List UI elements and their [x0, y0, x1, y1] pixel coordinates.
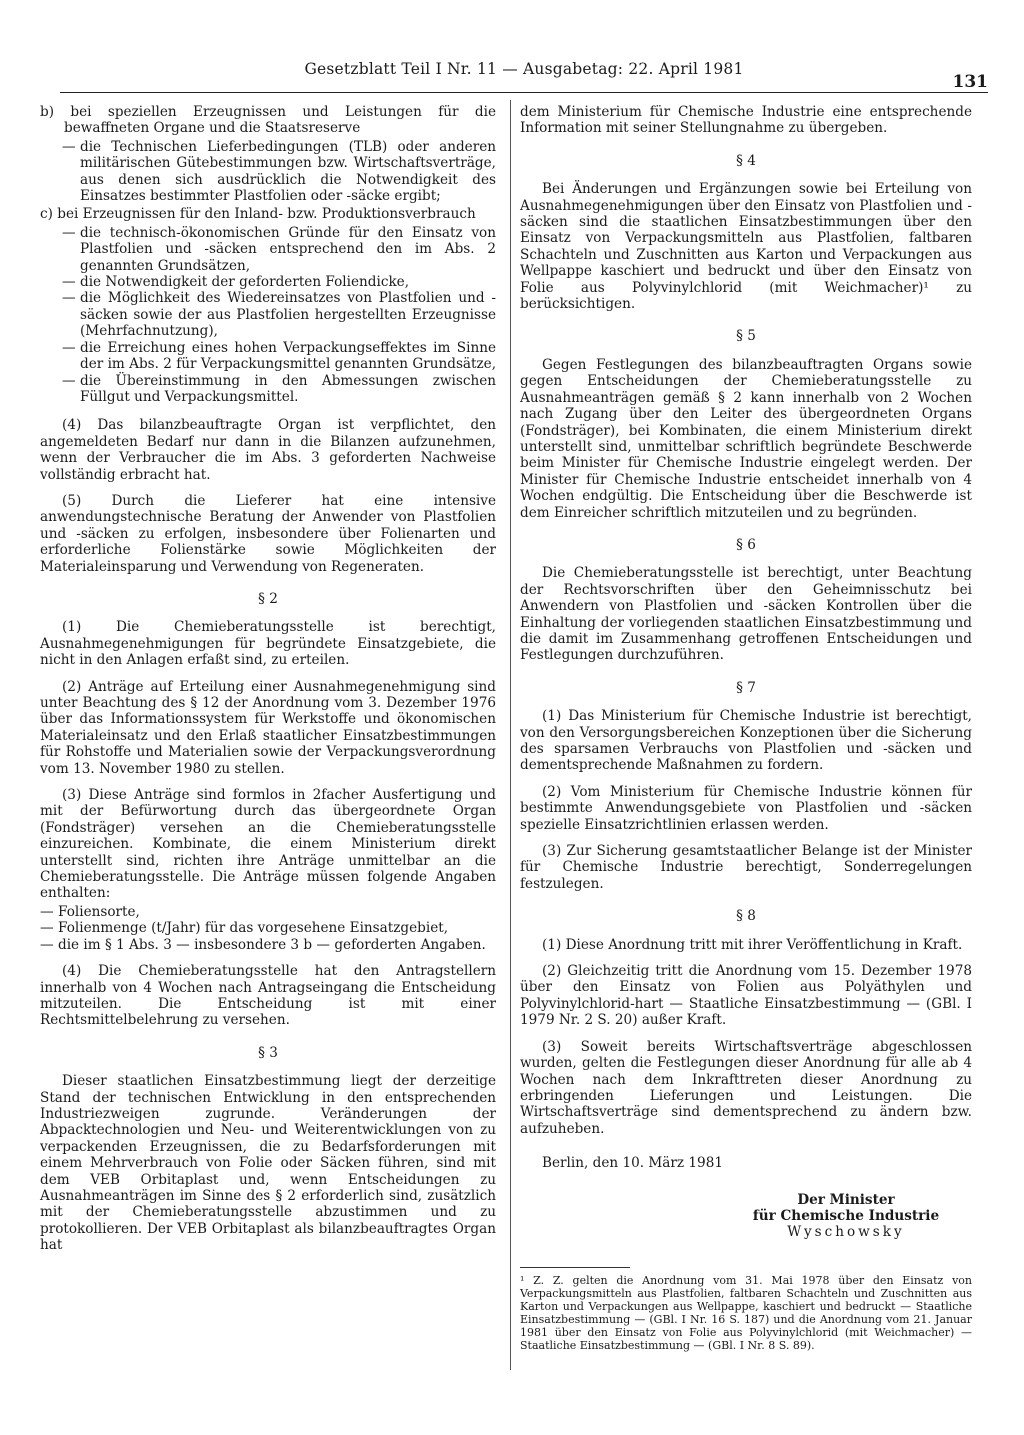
item-c-list	[40, 225, 496, 405]
section-6-paragraph-1: Die Chemieberatungsstelle ist berechtigt, unter Beachtung der Rechtsvorschriften über den Geheimnisschutz bei Anwendern von Plastfolien und -säcken Kontrollen über die Einhaltung der vorliegenden staatlichen Einsatzbestimmung und die damit im Zusammenhang getroffenen Entscheidungen und Festlegungen durchzuführen.	[520, 565, 972, 664]
section-4-paragraph-1: Bei Änderungen und Ergänzungen sowie bei Erteilung von Ausnahmegenehmigungen über den Einsatz von Plastfolien und -säcken sind die staatlichen Einsatzbestimmungen über den Einsatz von Verpackungsmitteln aus Plastfolien, faltbaren Schachteln und Zuschnitten aus Karton und Verpackungen aus Wellpappe kaschiert und bedruckt und über den Einsatz von Folie aus Polyvinylchlorid (mit Weichmacher)¹ zu berücksichtigen.	[520, 181, 972, 313]
page-header	[60, 58, 988, 93]
item-c: c) bei Erzeugnissen für den Inland- bzw. Produktionsverbrauch	[40, 206, 476, 223]
section-3-paragraph-1: Dieser staatlichen Einsatzbestimmung liegt der derzeitige Stand der technischen Entwicklung in den entsprechenden Industriezweigen zugrunde. Veränderungen der Abpacktechnologien und Neu- und Weiterentwicklungen von zu verpackenden Erzeugnissen, die zu Bedarfsforderungen mit einem Mehrverbrauch von Folie oder Säcken führen, sind mit dem VEB Orbitaplast und, wenn Entscheidungen zu Ausnahmeanträgen im Sinne des § 2 erforderlich sind, zusätzlich mit der Chemieberatungsstelle abzustimmen und zu protokollieren. Der VEB Orbitaplast als bilanzbeauftragtes Organ hat	[40, 1073, 496, 1254]
section-2-paragraph-1: (1) Die Chemieberatungsstelle ist berechtigt, Ausnahmegenehmigungen für begründete Einsatzgebiete, die nicht in den Anlagen erfaßt sind, zu erteilen.	[40, 619, 496, 669]
list-item: — die Notwendigkeit der geforderten Foliendicke,	[62, 274, 496, 290]
section-2-paragraph-2: (2) Anträge auf Erteilung einer Ausnahmegenehmigung sind unter Beachtung des § 12 der Anordnung vom 3. Dezember 1976 über das Informationssystem für Werkstoffe und ökonomischen Materialeinsatz und den Erlaß staatlicher Einsatzbestimmungen für Rohstoffe und Materialien sowie der Verpackungsverordnung vom 13. November 1980 zu stellen.	[40, 678, 496, 777]
place-and-date: Berlin, den 10. März 1981	[542, 1155, 723, 1172]
section-8-paragraph-3: (3) Soweit bereits Wirtschaftsverträge abgeschlossen wurden, gelten die Festlegungen dieser Anordnung für alle ab 4 Wochen nach dem Inkrafttreten dieser Anordnung zu erbringenden Lieferungen und Leistungen. Die Wirtschaftsverträge sind dementsprechend zu ändern bzw. aufzuheben.	[520, 1038, 972, 1137]
list-item: — die technisch-ökonomischen Gründe für den Einsatz von Plastfolien und -säcken entsprechend den im Abs. 2 genannten Grundsätzen,	[62, 225, 496, 274]
list-item: — die Technischen Lieferbedingungen (TLB) oder anderen militärischen Gütebestimmungen bzw. Wirtschaftsverträge, aus denen sich ausdrücklich die Notwendigkeit des Einsatzes bestimmter Plastfolien oder -säcke ergibt;	[62, 139, 496, 205]
section-2-list	[40, 904, 496, 953]
section-6-heading: § 6	[736, 536, 756, 553]
section-7-paragraph-2: (2) Vom Ministerium für Chemische Industrie können für bestimmte Anwendungsgebiete von Plastfolien und -säcken spezielle Einsatzrichtlinien erlassen werden.	[520, 783, 972, 833]
section-4-heading: § 4	[736, 152, 756, 169]
list-item: — Folienmenge (t/Jahr) für das vorgesehene Einsatzgebiet,	[40, 920, 496, 936]
item-b: b) bei speziellen Erzeugnissen und Leistungen für die bewaffneten Organe und die Staatsreserve	[40, 104, 496, 137]
list-item: — Foliensorte,	[40, 904, 496, 920]
paragraph-5: (5) Durch die Lieferer hat eine intensive anwendungstechnische Beratung der Anwender von Plastfolien und -säcken zu erfolgen, insbesondere über Folienarten und erforderliche Folienstärke sowie Möglichkeiten der Materialeinsparung und Verwendung von Regeneraten.	[40, 492, 496, 575]
signature-title-line-2: für Chemische Industrie	[752, 1207, 940, 1224]
section-2-heading: § 2	[258, 590, 278, 607]
section-2-paragraph-4: (4) Die Chemieberatungsstelle hat den Antragstellern innerhalb von 4 Wochen nach Antragseingang die Entscheidung mitzuteilen. Die Entscheidung ist mit einer Rechtsmittelbelehrung zu versehen.	[40, 963, 496, 1029]
list-item: — die Möglichkeit des Wiedereinsatzes von Plastfolien und -säcken sowie der aus Plastfolien hergestellten Erzeugnisse (Mehrfachnutzung),	[62, 290, 496, 339]
signature-name: Wyschowsky	[787, 1224, 905, 1241]
section-3-heading: § 3	[258, 1044, 278, 1061]
section-8-heading: § 8	[736, 908, 756, 925]
list-item: — die im § 1 Abs. 3 — insbesondere 3 b — geforderten Angaben.	[40, 937, 496, 953]
item-b-list	[40, 139, 496, 205]
right-column	[520, 104, 972, 1352]
section-8-paragraph-1: (1) Diese Anordnung tritt mit ihrer Veröffentlichung in Kraft.	[542, 936, 963, 953]
section-7-paragraph-1: (1) Das Ministerium für Chemische Industrie ist berechtigt, von den Versorgungsbereichen Konzeptionen über die Sicherung des sparsamen Verbrauchs von Plastfolien und -säcken und dementsprechende Maßnahmen zu fordern.	[520, 708, 972, 774]
section-7-paragraph-3: (3) Zur Sicherung gesamtstaatlicher Belange ist der Minister für Chemische Industrie berechtigt, Sonderregelungen festzulegen.	[520, 843, 972, 892]
left-column	[40, 104, 496, 1264]
list-item: — die Übereinstimmung in den Abmessungen zwischen Füllgut und Verpackungsmittel.	[62, 373, 496, 406]
section-5-heading: § 5	[736, 328, 756, 345]
gazette-title: Gesetzblatt Teil I Nr. 11 — Ausgabetag: 22. April 1981	[304, 60, 744, 78]
list-item: — die Erreichung eines hohen Verpackungseffektes im Sinne der im Abs. 2 für Verpackungsmittel genannten Grundsätze,	[62, 340, 496, 373]
section-2-paragraph-3: (3) Diese Anträge sind formlos in 2facher Ausfertigung und mit der Befürwortung durch das übergeordnete Organ (Fondsträger) versehen an die Chemieberatungsstelle einzureichen. Kombinate, die einem Ministerium direkt unterstellt sind, richten ihre Anträge unmittelbar an die Chemieberatungsstelle. Die Anträge müssen folgende Angaben enthalten:	[40, 787, 496, 902]
footnote-divider	[520, 1267, 630, 1268]
paragraph-4: (4) Das bilanzbeauftragte Organ ist verpflichtet, den angemeldeten Bedarf nur dann in die Bilanzen aufzunehmen, wenn der Verbraucher die im Abs. 3 geforderten Nachweise vollständig erbracht hat.	[40, 417, 496, 483]
column-divider	[510, 100, 511, 1370]
signature-title-line-1: Der Minister	[797, 1191, 895, 1208]
section-8-paragraph-2: (2) Gleichzeitig tritt die Anordnung vom 15. Dezember 1978 über den Einsatz von Folien aus Polyäthylen und Polyvinylchlorid-hart — Staatliche Einsatzbestimmung — (GBl. I 1979 Nr. 2 S. 20) außer Kraft.	[520, 963, 972, 1029]
section-5-paragraph-1: Gegen Festlegungen des bilanzbeauftragten Organs sowie gegen Entscheidungen der Chemieberatungsstelle zu Ausnahmeanträgen gemäß § 2 kann innerhalb von 2 Wochen nach Zugang über den Leiter des übergeordneten Organs (Fondsträger), bei Kombinaten, die einem Ministerium direkt unterstellt sind, unmittelbar schriftlich begründete Beschwerde beim Minister für Chemische Industrie eingelegt werden. Der Minister für Chemische Industrie entscheidet innerhalb von 4 Wochen endgültig. Die Entscheidung über die Beschwerde ist dem Einreicher schriftlich mitzuteilen und zu begründen.	[520, 356, 972, 521]
continued-paragraph: dem Ministerium für Chemische Industrie eine entsprechende Information mit seiner Stellungnahme zu übergeben.	[520, 104, 972, 137]
page-number: 131	[952, 72, 988, 92]
footnote: ¹ Z. Z. gelten die Anordnung vom 31. Mai 1978 über den Einsatz von Verpackungsmitteln aus Plastfolien, faltbaren Schachteln und Zuschnitten aus Karton und Verpackungen aus Wellpappe, kaschiert und bedruckt — Staatliche Einsatzbestimmung — (GBl. I Nr. 16 S. 187) und die Anordnung vom 21. Januar 1981 über den Einsatz von Folie aus Polyvinylchlorid (mit Weichmacher) — Staatliche Einsatzbestimmung — (GBl. I Nr. 8 S. 89).	[520, 1273, 972, 1352]
section-7-heading: § 7	[736, 679, 756, 696]
